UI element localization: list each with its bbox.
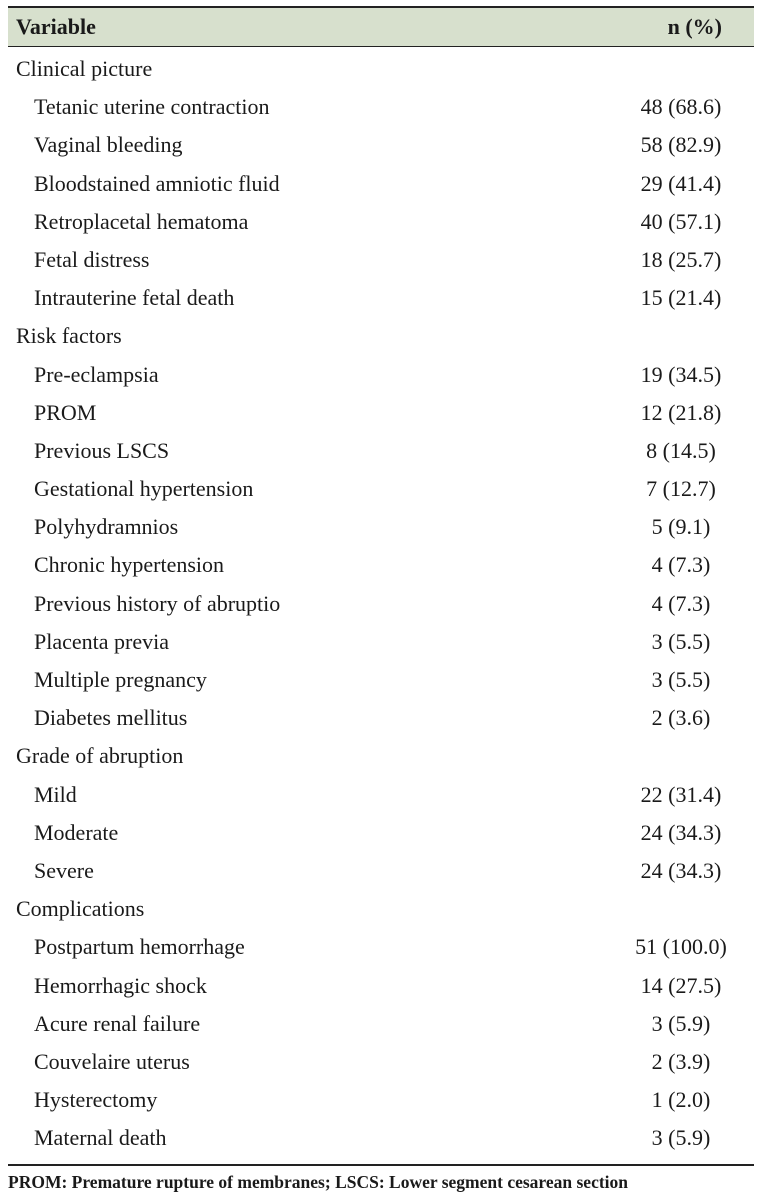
row-value: 18 (25.7) <box>640 246 722 272</box>
header-variable: Variable <box>16 14 96 39</box>
table-row <box>8 1119 754 1157</box>
row-label: Polyhydramnios <box>34 514 179 540</box>
row-value: 15 (21.4) <box>640 285 722 311</box>
row-value: 2 (3.9) <box>651 1048 711 1074</box>
table-row <box>8 241 754 279</box>
section-label: Clinical picture <box>16 56 153 81</box>
row-value: 22 (31.4) <box>640 781 722 807</box>
table-rule-bottom <box>8 1164 754 1166</box>
table-row <box>8 585 754 623</box>
row-label: Hemorrhagic shock <box>34 972 207 998</box>
row-label: Pre-eclampsia <box>34 361 159 387</box>
row-label: Vaginal bleeding <box>34 132 183 158</box>
section-row <box>8 317 754 355</box>
table-row <box>8 661 754 699</box>
section-row <box>8 737 754 775</box>
section-row <box>8 890 754 928</box>
row-label: Tetanic uterine contraction <box>34 94 270 120</box>
row-label: Moderate <box>34 819 119 845</box>
row-value: 8 (14.5) <box>646 437 716 463</box>
row-label: Placenta previa <box>34 628 169 654</box>
table-header <box>8 8 754 47</box>
row-value: 3 (5.9) <box>651 1010 711 1036</box>
row-value: 19 (34.5) <box>640 361 722 387</box>
row-label: Couvelaire uterus <box>34 1048 190 1074</box>
section-label: Grade of abruption <box>16 743 184 769</box>
table-row <box>8 928 754 966</box>
row-value: 3 (5.5) <box>651 667 711 692</box>
row-label: Mild <box>34 781 77 807</box>
table-row <box>8 356 754 394</box>
row-value: 4 (7.3) <box>651 590 711 616</box>
row-value: 2 (3.6) <box>651 705 711 731</box>
row-label: Chronic hypertension <box>34 552 225 578</box>
header-n-percent: n (%) <box>667 14 722 39</box>
row-label: Diabetes mellitus <box>34 705 188 731</box>
row-label: PROM <box>34 399 97 425</box>
table-body <box>8 50 754 1157</box>
table-row <box>8 814 754 852</box>
row-label: Previous LSCS <box>34 437 170 463</box>
row-label: Fetal distress <box>34 246 150 272</box>
row-label: Maternal death <box>34 1125 167 1151</box>
table-row <box>8 394 754 432</box>
row-value: 4 (7.3) <box>651 552 711 578</box>
table-row <box>8 967 754 1005</box>
row-value: 48 (68.6) <box>640 94 722 120</box>
row-value: 5 (9.1) <box>651 514 711 540</box>
row-label: Hysterectomy <box>34 1087 158 1113</box>
row-value: 1 (2.0) <box>651 1087 711 1113</box>
table-row <box>8 1081 754 1119</box>
table-row <box>8 852 754 890</box>
table-row <box>8 88 754 126</box>
row-value: 29 (41.4) <box>640 170 722 196</box>
row-value: 40 (57.1) <box>640 208 722 234</box>
section-row <box>8 50 754 88</box>
table-row <box>8 776 754 814</box>
table-row <box>8 508 754 546</box>
row-label: Severe <box>34 857 94 883</box>
row-label: Intrauterine fetal death <box>34 285 235 311</box>
row-value: 58 (82.9) <box>640 132 722 158</box>
row-label: Gestational hypertension <box>34 476 254 502</box>
row-value: 24 (34.3) <box>640 819 722 845</box>
table-row <box>8 623 754 661</box>
row-value: 14 (27.5) <box>640 972 722 998</box>
row-value: 3 (5.5) <box>651 628 711 654</box>
row-label: Retroplacetal hematoma <box>34 208 249 234</box>
row-value: 24 (34.3) <box>640 857 722 883</box>
table-row <box>8 126 754 164</box>
table-row <box>8 546 754 584</box>
table-row <box>8 279 754 317</box>
table-row <box>8 1043 754 1081</box>
row-value: 7 (12.7) <box>646 476 716 502</box>
section-label: Risk factors <box>16 323 122 349</box>
row-label: Previous history of abruptio <box>34 590 281 616</box>
table-row <box>8 470 754 508</box>
section-label: Complications <box>16 896 145 922</box>
table-row <box>8 699 754 737</box>
row-value: 3 (5.9) <box>651 1125 711 1151</box>
table-row <box>8 1005 754 1043</box>
row-label: Acure renal failure <box>34 1010 201 1036</box>
table-row <box>8 432 754 470</box>
row-value: 51 (100.0) <box>635 934 727 960</box>
table-row <box>8 165 754 203</box>
row-value: 12 (21.8) <box>640 399 722 425</box>
table-row <box>8 203 754 241</box>
table-footnote: PROM: Premature rupture of membranes; LSCS: Lower segment cesarean section <box>8 1172 629 1192</box>
row-label: Bloodstained amniotic fluid <box>34 170 280 196</box>
row-label: Multiple pregnancy <box>34 667 207 692</box>
row-label: Postpartum hemorrhage <box>34 934 245 960</box>
